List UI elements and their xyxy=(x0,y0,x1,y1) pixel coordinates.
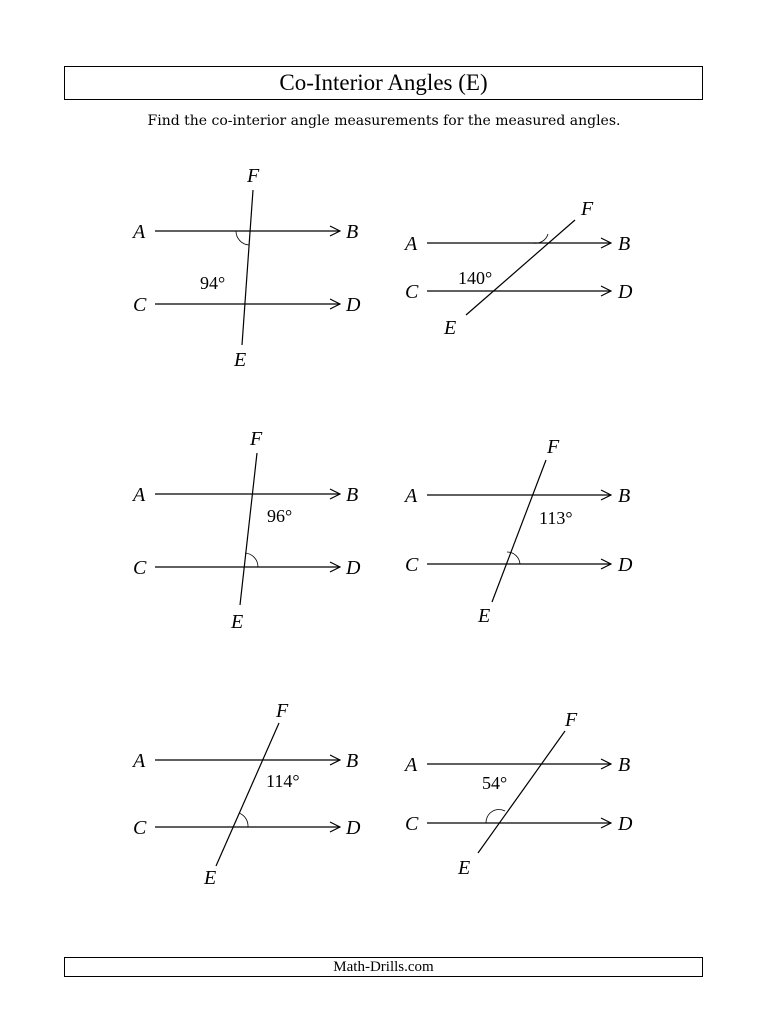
label-c: C xyxy=(133,817,147,839)
angle-measure: 114° xyxy=(266,771,300,791)
label-e: E xyxy=(204,867,217,889)
angle-arc xyxy=(236,231,249,245)
transversal-ef xyxy=(240,453,257,605)
label-a: A xyxy=(405,233,418,255)
label-e: E xyxy=(234,349,247,371)
label-b: B xyxy=(346,221,359,243)
label-c: C xyxy=(405,281,419,303)
angle-measure: 54° xyxy=(482,773,508,793)
label-b: B xyxy=(618,233,631,255)
label-e: E xyxy=(478,605,491,627)
angle-measure: 94° xyxy=(200,273,226,293)
problem-4 xyxy=(403,436,633,627)
label-f: F xyxy=(250,428,263,450)
angle-arc xyxy=(239,813,248,827)
angle-arc xyxy=(486,810,505,823)
label-d: D xyxy=(346,557,361,579)
transversal-ef xyxy=(216,723,279,866)
label-c: C xyxy=(405,554,419,576)
label-c: C xyxy=(133,557,147,579)
label-d: D xyxy=(618,813,633,835)
problem-3 xyxy=(131,428,361,633)
angle-arc xyxy=(533,234,548,243)
label-a: A xyxy=(133,221,146,243)
problem-2 xyxy=(403,198,633,339)
worksheet-instructions: Find the co-interior angle measurements for the measured angles. xyxy=(147,113,621,129)
problem-5 xyxy=(131,700,361,889)
label-f: F xyxy=(547,436,560,458)
problem-6 xyxy=(403,709,633,879)
label-d: D xyxy=(618,281,633,303)
label-d: D xyxy=(618,554,633,576)
label-f: F xyxy=(247,165,260,187)
label-a: A xyxy=(405,754,418,776)
label-f: F xyxy=(581,198,594,220)
label-a: A xyxy=(133,750,146,772)
label-f: F xyxy=(276,700,289,722)
label-e: E xyxy=(444,317,457,339)
label-c: C xyxy=(133,294,147,316)
label-b: B xyxy=(346,750,359,772)
label-e: E xyxy=(231,611,244,633)
label-b: B xyxy=(618,754,631,776)
problem-1 xyxy=(131,165,361,371)
transversal-ef xyxy=(492,460,546,602)
label-b: B xyxy=(346,484,359,506)
angle-measure: 96° xyxy=(267,506,293,526)
label-d: D xyxy=(346,817,361,839)
label-c: C xyxy=(405,813,419,835)
footer-text: Math-Drills.com xyxy=(333,958,434,975)
label-f: F xyxy=(565,709,578,731)
angle-measure: 140° xyxy=(458,268,493,288)
label-b: B xyxy=(618,485,631,507)
worksheet-title: Co-Interior Angles (E) xyxy=(279,70,488,95)
label-d: D xyxy=(346,294,361,316)
angle-arc xyxy=(245,553,258,567)
angle-measure: 113° xyxy=(539,508,573,528)
label-e: E xyxy=(458,857,471,879)
label-a: A xyxy=(133,484,146,506)
footer-box xyxy=(64,957,703,977)
transversal-ef xyxy=(242,190,253,345)
label-a: A xyxy=(405,485,418,507)
